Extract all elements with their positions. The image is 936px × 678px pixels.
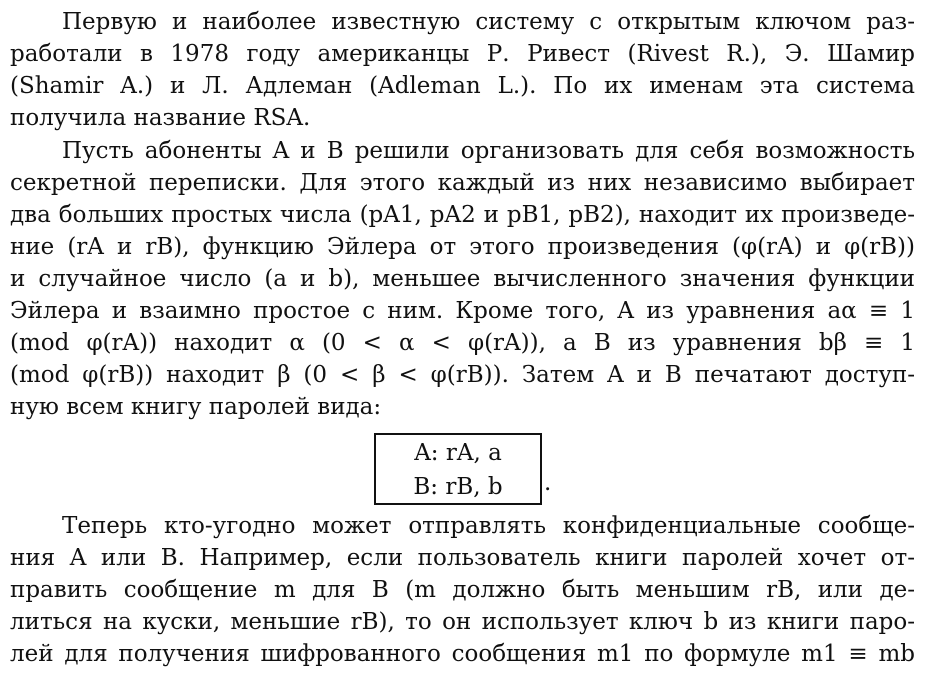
password-book-box	[374, 433, 542, 505]
paragraph-3-line-3: править сообщение m для B (m должно быть меньшим rB, или де-	[10, 577, 915, 603]
paragraph-2-line-4: ние (rA и rB), функцию Эйлера от этого произведения (φ(rA) и φ(rB))	[10, 234, 915, 260]
paragraph-3-line-1: Теперь кто-угодно может отправлять конфиденциальные сообще-	[62, 513, 915, 539]
paragraph-1-line-4: получила название RSA.	[10, 105, 311, 131]
paragraph-1-line-3: (Shamir A.) и Л. Адлеман (Adleman L.). По их именам эта система	[10, 73, 915, 99]
paragraph-1-line-1: Первую и наиболее известную систему с открытым ключом раз-	[62, 9, 915, 35]
paragraph-2-line-6: Эйлера и взаимно простое с ним. Кроме того, A из уравнения aα ≡ 1	[10, 298, 915, 324]
paragraph-2-line-9: ную всем книгу паролей вида:	[10, 394, 382, 420]
paragraph-2-line-2: секретной переписки. Для этого каждый из них независимо выбирает	[10, 170, 915, 196]
paragraph-2-line-1: Пусть абоненты A и B решили организовать для себя возможность	[62, 138, 915, 164]
paragraph-1-line-2: работали в 1978 году американцы Р. Ривест (Rivest R.), Э. Шамир	[10, 41, 915, 67]
password-book-row-b: B: rB, b	[413, 474, 503, 500]
paragraph-3-line-4: литься на куски, меньшие rB), то он использует ключ b из книги паро-	[10, 609, 915, 635]
paragraph-3-line-5: лей для получения шифрованного сообщения m1 по формуле m1 ≡ mb	[10, 641, 915, 667]
paragraph-2-line-3: два больших простых числа (pA1, pA2 и pB1, pB2), находит их произведе-	[10, 202, 915, 228]
paragraph-2-line-5: и случайное число (a и b), меньшее вычисленного значения функции	[10, 266, 915, 292]
paragraph-2-line-7: (mod φ(rA)) находит α (0 < α < φ(rA)), а B из уравнения bβ ≡ 1	[10, 330, 915, 356]
paragraph-2-line-8: (mod φ(rB)) находит β (0 < β < φ(rB)). Затем A и B печатают доступ-	[10, 362, 915, 388]
paragraph-3-line-2: ния A или B. Например, если пользователь книги паролей хочет от-	[10, 545, 915, 571]
password-book-dot: .	[544, 470, 552, 496]
password-book-row-a: A: rA, a	[414, 440, 502, 466]
